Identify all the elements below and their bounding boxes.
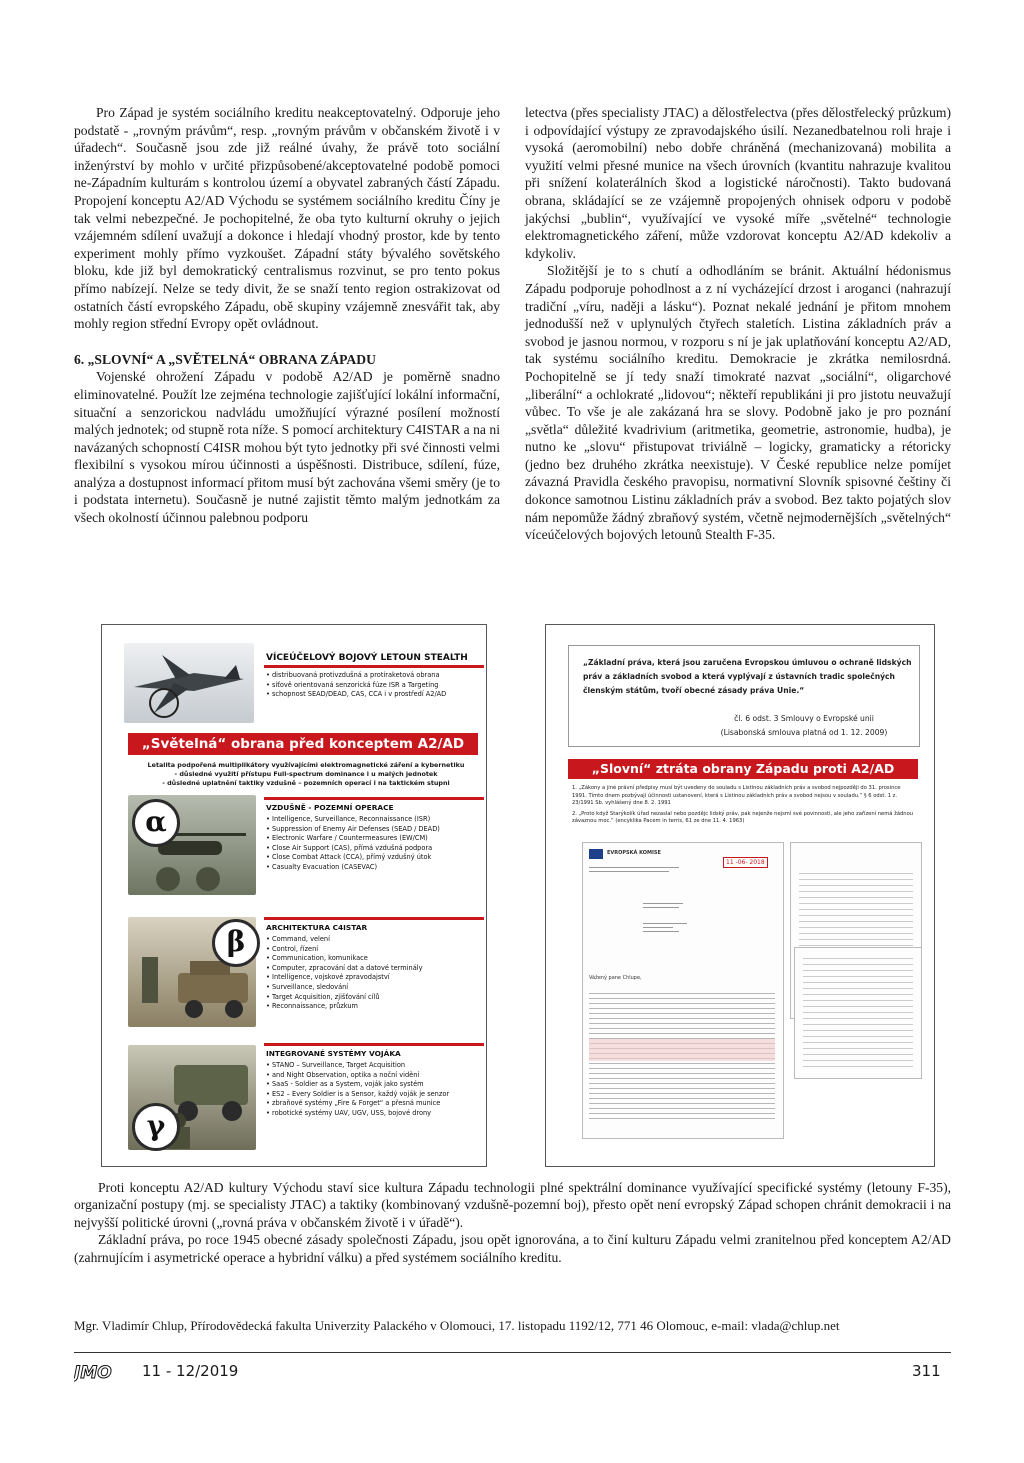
left-column <box>74 104 500 527</box>
divider <box>264 665 484 668</box>
paragraph: Vojenské ohrožení Západu v podobě A2/AD je poměrně snadno eliminovatelné. Použít lze zejména technologie zajišťující lokální informační, situační a senzorickou nadvládu umožňující výrazné posílení možností malých jednotek; od stupně rota níže. S pomocí architektury C4ISTAR a na ni navázaných schopností C4ISR mohou být tyto jednotky při své činnosti velmi flexibilní s vysokou mírou účinnosti a úspěšnosti. Distribuce, sdílení, fúze, analýza a dostupnost informací přitom musí být zachována všemi směry (je to i podstata internetu). Současně je nutné zajistit těmto malým jednotkám za všech okolností účinnou palebnou podporu <box>74 369 500 526</box>
poster-banner: „Světelná“ obrana před konceptem A2/AD <box>128 733 478 755</box>
section-title: INTEGROVANÉ SYSTÉMY VOJÁKA <box>266 1049 401 1058</box>
title-bullets: • distribuovaná protivzdušná a protiraketová obrana • síťově orientovaná senzorická fúze ISR a Targeting • schopnost SEAD/DEAD, CAS, CCA i v prostředí A2/AD <box>266 671 476 700</box>
figure-light-defense-poster <box>101 624 487 1167</box>
poster-title: VÍCEÚČELOVÝ BOJOVÝ LETOUN STEALTH <box>266 653 468 663</box>
footer-divider <box>74 1352 951 1353</box>
section-bullets: • Intelligence, Surveillance, Reconnaissance (ISR) • Suppression of Enemy Air Defenses (SEAD / DEAD) • Electronic Warfare / Countermeasures (EW/CM) • Close Air Support (CAS), přímá vzdušná podpora • Close Combat Attack (CCA), přímý vzdušný útok • Casualty Evacuation (CASEVAC) <box>266 815 481 873</box>
quote-source: čl. 6 odst. 3 Smlouvy o Evropské unii (Lisabonská smlouva platná od 1. 12. 2009) <box>720 714 888 737</box>
poster-banner: „Slovní“ ztráta obrany Západu proti A2/AD <box>568 759 918 779</box>
law-quotes: 1. „Zákony a jiné právní předpisy musí být uvedeny do souladu s Listinou základních práv a svobod nejpozději do 31. prosince 1991. Tímto dnem pozbývají účinnosti ustanovení, která s Listinou základních práv a svobod nejsou v souladu.“ § 6 odst. 1 z. 23/1991 Sb. vyhlášený dne 8. 2. 1991 2. „Proto když Starýkolík úřad nezaslal nebo pozdějc lidský práv, pak nejenže nejsmí své povinnosti, ale jeho zařízení nemá žádnou závaznou moc.“ (encyklika Pacem in terris, 61 ze dne 11. 4. 1963) <box>572 785 914 825</box>
paragraph: letectva (přes specialisty JTAC) a dělostřelectva (přes dělostřelecký průzkum) i odpovídající výstupy ze zpravodajského úsilí. Nezanedbatelnou roli hraje i vysoká (aeromobilní) nebo dobře chráněná (mechanizovaná) mobilita a využití velmi přesné munice na všech úrovních (kvantitu nahrazuje kvalitou při snížení kolaterálních škod a logistické náročnosti). Takto budovaná obrana, skládající se ze vzájemně propojených ohnisek odporu v podobě jakýchsi „bublin“, využívající ve vysoké míře „světelné“ technologie elektromagnetického záření, může vzdorovat konceptu A2/AD kdekoliv a kdykoliv. <box>525 105 951 261</box>
beta-badge: β <box>212 919 260 967</box>
divider <box>264 917 484 920</box>
doc-salutation: Vážený pane Chlupe, <box>589 975 642 981</box>
section-heading: 6. „SLOVNÍ“ A „SVĚTELNÁ“ OBRANA ZÁPADU <box>74 351 376 367</box>
eu-flag-icon <box>589 849 603 859</box>
letter-document <box>582 842 784 1139</box>
section-bullets: • Command, velení • Control, řízení • Communication, komunikace • Computer, zpracování dat a datové terminály • Intelligence, vojskové zpravodajství • Surveillance, sledování • Target Acquisition, zjišťování cílů • Reconnaissance, průzkum <box>266 935 481 1012</box>
figure-caption: Proti konceptu A2/AD kultury Východu staví sice kultura Západu technologii plné spektrální dominance využívající specifické systémy (letouny F-35), organizační postupy (mj. se specialisty JTAC) a taktiky (kombinovaný vzdušně-pozemní boj), přesto opět není evropský Západ schopen chránit demokracii i na nejvyšší politické úrovni („rovná práva v občanském životě i v úřadě“). Základní práva, po roce 1945 obecné zásady společnosti Západu, jsou opět ignorována, a to činí kulturu Západu velmi zranitelnou před konceptem A2/AD (zahrnujícím i asymetrické operace a hybridní válku) a před systémem sociálního kreditu. <box>74 1180 951 1265</box>
svg-text:JMO: JMO <box>74 1363 112 1382</box>
section-title: VZDUŠNĚ - POZEMNÍ OPERACE <box>266 803 394 812</box>
jmo-logo <box>74 1362 126 1382</box>
doc-header: EVROPSKÁ KOMISE <box>607 850 661 856</box>
section-bullets: • STANO – Surveillance, Target Acquisition • and Night Observation, optika a noční vidění • SaaS - Soldier as a System, voják jako systém • ES2 – Every Soldier is a Sensor, každý voják je senzor • zbraňové systémy „Fire & Forget“ a přesná munice • robotické systémy UAV, UGV, USS, bojové drony <box>266 1061 481 1119</box>
gamma-badge: γ <box>132 1103 180 1151</box>
page-number: 311 <box>912 1362 941 1380</box>
stealth-jet-image <box>124 643 254 723</box>
figure-word-defense-poster <box>545 624 935 1167</box>
alpha-badge: α <box>132 799 180 847</box>
issue-number: 11 - 12/2019 <box>142 1362 239 1380</box>
paragraph: Pro Západ je systém sociálního kreditu neakceptovatelný. Odporuje jeho podstatě - „rovným právům“, resp. „rovným právům v občanském životě i v úřadech“. Současně jsou zde již reálné úvahy, že právě toto sociální inženýrství by mohlo v určité přizpůsobené/akceptovatelné podobě pomoci ne-Západním kulturám s kontrolou území a obyvatel zabraných částí Západu. Propojení konceptu A2/AD Východu se systémem sociálního kreditu Číny je tak velmi nebezpečné. Je pochopitelné, že oba tyto kulturní okruhy o jejich vzájemném sdílení uvažují a dokonce i hledají vhodný prostor, kde by tento experiment mohly přímo vyzkoušet. Západní státy bývalého sovětského bloku, kde již byl demokratický centralismus rozvinut, se pro tento pokus přímo nabízejí. Nelze se tedy divit, že se snaží tento region ostrakizovat od ostatních částí evropského Západu, obě skupiny vzájemně znesvářit tak, aby mohly region střední Evropy opět ovládnout. <box>74 105 500 332</box>
paragraph: Složitější je to s chutí a odhodláním se bránit. Aktuální hédonismus Západu podporuje pohodlnost a z ní vycházející drzost i aroganci (nahrazují tradiční „víru, naději a lásku“). Poznat nekalé jednání je přitom mnohem jednodušší než v uplynulých čtyřech staletích. Listina základních práv a svobod je jasnou normou, v rozporu s ní je jak uplatňování konceptu A2/AD, tak systému sociálního kreditu. Demokracie je zkrátka nemilosrdná. Pochopitelně se jí tedy snaží timokraté nazvat „sociální“, oligarchové „liberální“ a ochlokraté „lidovou“; někteří republikáni ji pro jistotu neuvažují vůbec. To vše je ale zakázaná hra se slovy. Podobně jako je pro poznání „světla“ důležité kvadrivium (aritmetika, geometrie, astronomie, hudba), je nutno ke „slovu“ přistupovat triviálně – logicky, gramaticky a rétoricky (jedno bez druhého zkrátka neexistuje). V České republice nelze pomíjet závazná Pravidla českého pravopisu, normativní Slovník spisovné češtiny či dokonce samotnou Listinu základních práv a svobod. Bez takto pojatých slov nám nepomůže žádný zbraňový systém, včetně nejmodernějších „světelných“ víceúčelových bojových letounů Stealth F-35. <box>525 263 951 543</box>
divider <box>264 797 484 800</box>
poster-subtitle: Letalita podpořená multiplikátory využívajícími elektromagnetické záření a kybernetiku - důsledné využití přístupu Full-spectrum dominance i u malých jednotek - důsledné uplatnění taktiky vzdušně – pozemních operací i na taktickém stupni <box>147 761 465 788</box>
third-document <box>794 947 922 1079</box>
doc-stamp: 11 -06- 2018 <box>723 857 768 868</box>
author-info: Mgr. Vladimír Chlup, Přírodovědecká fakulta Univerzity Palackého v Olomouci, 17. listopadu 1192/12, 771 46 Olomouc, e-mail: vlada@chlup.net <box>74 1318 840 1333</box>
divider <box>264 1043 484 1046</box>
quote-box <box>568 645 920 747</box>
section-title: ARCHITEKTURA C4ISTAR <box>266 923 368 932</box>
jet-icon <box>124 643 254 723</box>
right-column <box>525 104 951 544</box>
quote-text: „Základní práva, která jsou zaručena Evropskou úmluvou o ochraně lidských práv a základních svobod a která vyplývají z ústavních tradic společných členským státům, tvoří obecné zásady práva Unie.“ <box>583 658 912 695</box>
